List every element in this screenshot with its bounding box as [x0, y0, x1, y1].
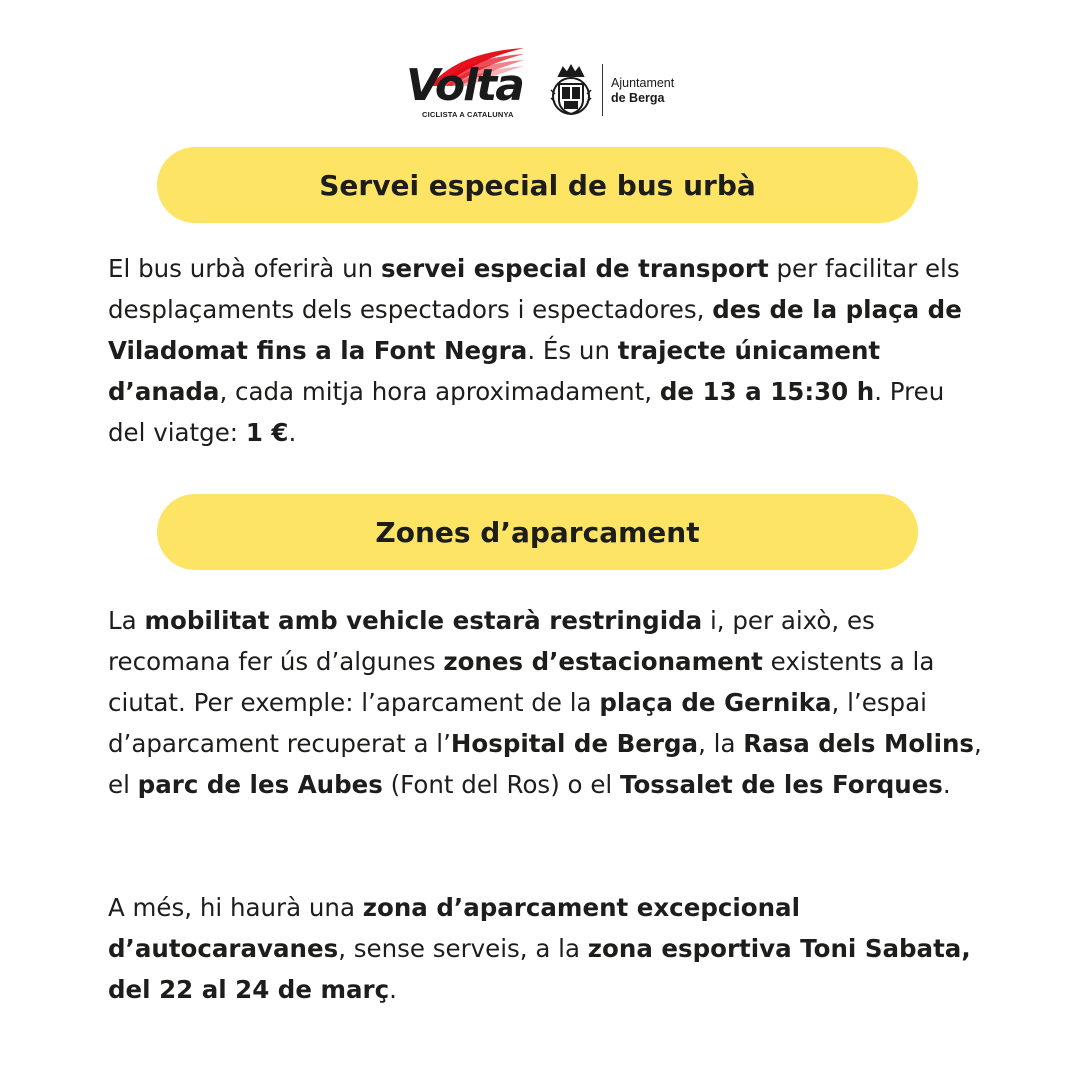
bold-text-run: des de la plaça de Viladomat fins a la Font Negra	[108, 295, 962, 365]
volta-wordmark: Volta	[406, 60, 523, 111]
text-run: per facilitar els desplaçaments dels espectadors i espectadores,	[108, 254, 960, 324]
bold-text-run: Rasa dels Molins	[743, 729, 974, 758]
text-run: .	[288, 418, 297, 447]
bold-text-run: zona esportiva Toni Sabata, del 22 al 24 de març	[108, 934, 971, 1004]
text-run: existents a la ciutat. Per exemple: l’aparcament de la	[108, 647, 935, 717]
ajuntament-berga-logo	[545, 62, 695, 122]
bold-text-run: de 13 a 15:30 h	[659, 377, 875, 406]
volta-logo	[400, 46, 525, 124]
text-run: (Font del Ros) o el	[382, 770, 620, 799]
bus-service-paragraph	[108, 248, 988, 453]
bold-text-run: mobilitat amb vehicle estarà restringida	[144, 606, 703, 635]
text-run: La	[108, 606, 145, 635]
text-run: , el	[108, 729, 982, 799]
bold-text-run: zones d’estacionament	[443, 647, 763, 676]
bold-text-run: 1 €	[245, 418, 289, 447]
berga-coat-of-arms-icon	[545, 62, 597, 118]
ajuntament-line2: de Berga	[611, 91, 665, 105]
ajuntament-text	[611, 76, 674, 106]
text-run: , la	[698, 729, 744, 758]
logo-bar	[0, 46, 1080, 126]
text-run: A més, hi haurà una	[108, 893, 363, 922]
bold-text-run: plaça de Gernika	[599, 688, 832, 717]
section-title-bus: Servei especial de bus urbà	[157, 147, 918, 223]
bold-text-run: parc de les Aubes	[137, 770, 383, 799]
campervan-zone-paragraph	[108, 887, 988, 1010]
text-run: .	[389, 975, 397, 1004]
text-run: , l’espai d’aparcament recuperat a l’	[108, 688, 927, 758]
bold-text-run: Hospital de Berga	[450, 729, 699, 758]
bold-text-run: trajecte únicament d’anada	[108, 336, 881, 406]
text-run: , cada mitja hora aproximadament,	[219, 377, 660, 406]
text-run: El bus urbà oferirà un	[108, 254, 381, 283]
text-run: .	[942, 770, 951, 799]
bold-text-run: zona d’aparcament excepcional d’autocaravanes	[108, 893, 800, 963]
logo-divider	[602, 64, 603, 116]
text-run: , sense serveis, a la	[338, 934, 588, 963]
text-run: i, per això, es recomana fer ús d’algunes	[108, 606, 875, 676]
bold-text-run: servei especial de transport	[380, 254, 769, 283]
bold-text-run: Tossalet de les Forques	[620, 770, 943, 799]
volta-subtitle: CICLISTA A CATALUNYA	[422, 110, 514, 119]
text-run: . Preu del viatge:	[108, 377, 945, 447]
section-title-parking: Zones d’aparcament	[157, 494, 918, 570]
parking-zones-paragraph	[108, 600, 988, 805]
ajuntament-line1: Ajuntament	[611, 76, 675, 90]
text-run: . És un	[527, 336, 618, 365]
